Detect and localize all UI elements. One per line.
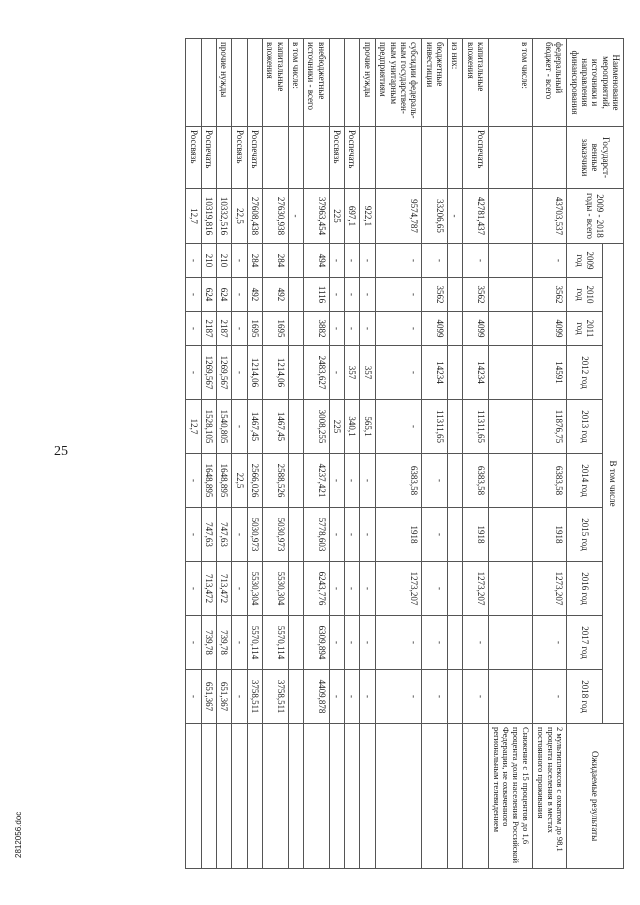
row-value: 624: [201, 278, 216, 312]
row-value: 4409,878: [304, 670, 330, 724]
row-value: -: [447, 189, 462, 244]
row-value: -: [288, 189, 303, 244]
row-value: 4237,421: [304, 454, 330, 508]
row-value: -: [232, 670, 247, 724]
row-value: [488, 670, 532, 724]
row-customer: Россвязь: [329, 127, 344, 189]
row-value: [288, 616, 303, 670]
row-value: 11876,75: [532, 400, 566, 454]
row-value: [488, 312, 532, 346]
row-value: -: [232, 312, 247, 346]
row-value: 357: [360, 346, 375, 400]
row-value: -: [345, 670, 360, 724]
row-value: 14591: [532, 346, 566, 400]
row-value: -: [360, 278, 375, 312]
row-value: 1540,805: [217, 400, 232, 454]
rotated-table-container: [64, 38, 624, 868]
row-value: 4099: [422, 312, 448, 346]
row-value: 11311,65: [422, 400, 448, 454]
row-value: 225: [329, 400, 344, 454]
row-result: [201, 724, 216, 869]
row-value: 6243,776: [304, 562, 330, 616]
header-year: 2018 год: [567, 670, 603, 724]
row-value: 22,5: [232, 454, 247, 508]
row-value: [288, 312, 303, 346]
header-year: 2015 год: [567, 508, 603, 562]
table-row: [263, 39, 289, 869]
row-value: -: [232, 278, 247, 312]
row-value: 340,1: [345, 400, 360, 454]
header-year: 2009 год: [567, 244, 603, 278]
row-value: 22,5: [232, 189, 247, 244]
row-result: 2 мультиплексов с охватом до 98,1 процента населения в местах постоянного проживания: [532, 724, 566, 869]
row-value: 1695: [247, 312, 262, 346]
row-value: [447, 312, 462, 346]
row-value: -: [186, 278, 201, 312]
row-value: 1269,567: [201, 346, 216, 400]
row-customer: Роспечать: [201, 127, 216, 189]
row-value: [488, 616, 532, 670]
row-value: [288, 244, 303, 278]
header-year: 2010 год: [567, 278, 603, 312]
row-value: 1528,105: [201, 400, 216, 454]
row-value: 42781,437: [463, 189, 489, 244]
row-customer: [217, 127, 232, 189]
row-value: -: [422, 670, 448, 724]
row-value: 14234: [463, 346, 489, 400]
header-customer: Государст-венные заказчики: [567, 127, 624, 189]
row-customer: [422, 127, 448, 189]
row-name: [201, 39, 216, 127]
row-value: -: [532, 244, 566, 278]
table-row: [463, 39, 489, 869]
row-value: -: [232, 244, 247, 278]
header-name: Наименование мероприятий, источники и направления финансирования: [567, 39, 624, 127]
row-name: [247, 39, 262, 127]
table-row: [532, 39, 566, 869]
row-value: -: [345, 278, 360, 312]
row-value: 3562: [532, 278, 566, 312]
table-row: [288, 39, 303, 869]
row-value: -: [186, 616, 201, 670]
row-value: -: [532, 670, 566, 724]
row-value: 10332,516: [217, 189, 232, 244]
table-row: [447, 39, 462, 869]
row-value: 4099: [463, 312, 489, 346]
row-value: 5530,304: [247, 562, 262, 616]
row-value: 33206,65: [422, 189, 448, 244]
row-value: 1273,207: [532, 562, 566, 616]
header-including: В том числе: [602, 244, 623, 724]
row-name: [232, 39, 247, 127]
row-value: 27608,438: [247, 189, 262, 244]
row-value: 6383,58: [375, 454, 421, 508]
row-value: -: [186, 312, 201, 346]
row-value: -: [329, 508, 344, 562]
row-value: -: [345, 508, 360, 562]
row-value: -: [532, 616, 566, 670]
row-value: 43703,537: [532, 189, 566, 244]
row-value: [288, 346, 303, 400]
row-value: -: [463, 616, 489, 670]
row-value: -: [329, 562, 344, 616]
row-value: [447, 508, 462, 562]
row-name: [329, 39, 344, 127]
row-value: 494: [304, 244, 330, 278]
row-value: [488, 508, 532, 562]
row-customer: [263, 127, 289, 189]
row-value: 2187: [201, 312, 216, 346]
row-result: [232, 724, 247, 869]
row-customer: Россвязь: [186, 127, 201, 189]
row-value: 357: [345, 346, 360, 400]
row-result: Снижение с 15 процентов до 1,6 процента доли населения Российской Федерации, не охваченного региональным телевидением: [488, 724, 532, 869]
row-value: 922,1: [360, 189, 375, 244]
row-value: 747,63: [201, 508, 216, 562]
row-name: капитальные вложения: [463, 39, 489, 127]
row-customer: [375, 127, 421, 189]
row-customer: [488, 127, 532, 189]
row-value: [488, 278, 532, 312]
row-value: -: [360, 244, 375, 278]
row-value: 11311,65: [463, 400, 489, 454]
page-number: 25: [54, 444, 68, 459]
row-value: -: [186, 346, 201, 400]
row-value: [447, 278, 462, 312]
row-result: [345, 724, 360, 869]
row-value: [488, 562, 532, 616]
row-value: 1918: [463, 508, 489, 562]
row-value: [288, 400, 303, 454]
row-value: 27630,938: [263, 189, 289, 244]
row-value: 1648,895: [217, 454, 232, 508]
row-name: [186, 39, 201, 127]
row-value: -: [422, 454, 448, 508]
row-value: -: [232, 346, 247, 400]
table-row: [488, 39, 532, 869]
row-value: -: [186, 454, 201, 508]
row-name: прочие нужды: [360, 39, 375, 127]
row-value: 1918: [532, 508, 566, 562]
row-value: -: [375, 616, 421, 670]
row-value: 1918: [375, 508, 421, 562]
row-value: 651,367: [217, 670, 232, 724]
row-value: -: [422, 244, 448, 278]
table-row: [186, 39, 201, 869]
header-year: 2012 год: [567, 346, 603, 400]
row-value: 284: [247, 244, 262, 278]
row-customer: [304, 127, 330, 189]
row-value: -: [345, 312, 360, 346]
row-value: [488, 244, 532, 278]
row-value: 3882: [304, 312, 330, 346]
row-value: -: [345, 562, 360, 616]
row-value: 739,78: [201, 616, 216, 670]
row-customer: Роспечать: [345, 127, 360, 189]
row-value: [288, 562, 303, 616]
row-value: 3008,255: [304, 400, 330, 454]
row-value: [447, 346, 462, 400]
row-value: -: [360, 508, 375, 562]
table-row: [375, 39, 421, 869]
row-value: 1648,895: [201, 454, 216, 508]
row-value: [447, 670, 462, 724]
row-value: 492: [263, 278, 289, 312]
row-value: -: [345, 244, 360, 278]
row-value: -: [463, 670, 489, 724]
table-row: [217, 39, 232, 869]
row-value: 713,472: [217, 562, 232, 616]
row-customer: Россвязь: [232, 127, 247, 189]
row-value: -: [232, 508, 247, 562]
table-row: [422, 39, 448, 869]
row-value: 2566,026: [247, 454, 262, 508]
row-name: федеральный бюджет - всего: [532, 39, 566, 127]
row-value: 1467,45: [247, 400, 262, 454]
header-total: 2009 - 2018 годы - всего: [567, 189, 624, 244]
row-name: бюджетные инвестиции: [422, 39, 448, 127]
row-name: в том числе:: [288, 39, 303, 127]
row-customer: [532, 127, 566, 189]
header-year: 2014 год: [567, 454, 603, 508]
row-value: 6383,58: [463, 454, 489, 508]
row-value: 4099: [532, 312, 566, 346]
row-value: 651,367: [201, 670, 216, 724]
row-value: -: [360, 312, 375, 346]
row-value: -: [375, 670, 421, 724]
row-value: 6383,58: [532, 454, 566, 508]
row-value: 2187: [217, 312, 232, 346]
row-value: 713,472: [201, 562, 216, 616]
row-result: [263, 724, 289, 869]
row-value: 5030,973: [263, 508, 289, 562]
row-value: 3562: [422, 278, 448, 312]
row-value: 9574,787: [375, 189, 421, 244]
row-value: -: [232, 616, 247, 670]
row-result: [463, 724, 489, 869]
row-value: 565,1: [360, 400, 375, 454]
row-value: -: [345, 454, 360, 508]
header-results: Ожидаемые результаты: [567, 724, 624, 869]
row-value: 1214,06: [263, 346, 289, 400]
row-value: -: [329, 312, 344, 346]
row-value: -: [360, 616, 375, 670]
row-name: из них:: [447, 39, 462, 127]
row-value: 624: [217, 278, 232, 312]
row-value: [488, 454, 532, 508]
row-customer: [447, 127, 462, 189]
row-value: [447, 244, 462, 278]
row-value: -: [329, 454, 344, 508]
row-value: 697,1: [345, 189, 360, 244]
row-name: в том числе:: [488, 39, 532, 127]
row-value: -: [422, 508, 448, 562]
row-value: 37963,454: [304, 189, 330, 244]
row-value: [288, 278, 303, 312]
row-result: [447, 724, 462, 869]
table-row: [329, 39, 344, 869]
row-value: [488, 189, 532, 244]
row-value: -: [463, 244, 489, 278]
row-value: 492: [247, 278, 262, 312]
document-footer: 2812056.doc: [14, 811, 23, 858]
row-customer: [360, 127, 375, 189]
row-customer: Роспечать: [463, 127, 489, 189]
header-year: 2011 год: [567, 312, 603, 346]
row-value: 5030,973: [247, 508, 262, 562]
row-value: [288, 508, 303, 562]
row-value: -: [329, 616, 344, 670]
row-value: -: [186, 670, 201, 724]
row-result: [247, 724, 262, 869]
row-value: 1269,567: [217, 346, 232, 400]
table-row: [360, 39, 375, 869]
row-value: [447, 454, 462, 508]
header-year: 2016 год: [567, 562, 603, 616]
row-value: -: [329, 278, 344, 312]
row-value: 5570,114: [247, 616, 262, 670]
row-value: 5570,114: [263, 616, 289, 670]
row-result: [360, 724, 375, 869]
financing-table: [185, 38, 624, 869]
row-value: -: [375, 244, 421, 278]
row-result: [217, 724, 232, 869]
row-value: [488, 346, 532, 400]
row-value: -: [186, 562, 201, 616]
row-value: 284: [263, 244, 289, 278]
row-value: -: [360, 670, 375, 724]
table-row: [304, 39, 330, 869]
row-value: -: [422, 562, 448, 616]
row-name: внебюджетные источники - всего: [304, 39, 330, 127]
row-name: субсидии федераль-ным государствен-ным унитарным предприятиям: [375, 39, 421, 127]
row-value: 739,78: [217, 616, 232, 670]
row-result: [422, 724, 448, 869]
row-value: -: [360, 562, 375, 616]
row-result: [304, 724, 330, 869]
row-value: -: [186, 244, 201, 278]
row-value: 5778,603: [304, 508, 330, 562]
row-value: 10319,816: [201, 189, 216, 244]
row-value: 12,7: [186, 189, 201, 244]
row-value: 1214,06: [247, 346, 262, 400]
row-value: 747,63: [217, 508, 232, 562]
row-name: капитальные вложения: [263, 39, 289, 127]
row-value: 3562: [463, 278, 489, 312]
row-value: [488, 400, 532, 454]
row-value: 225: [329, 189, 344, 244]
header-year: 2017 год: [567, 616, 603, 670]
row-customer: [288, 127, 303, 189]
row-value: -: [360, 454, 375, 508]
row-value: -: [329, 346, 344, 400]
row-value: -: [232, 400, 247, 454]
row-value: 210: [201, 244, 216, 278]
row-value: -: [375, 312, 421, 346]
row-value: -: [329, 670, 344, 724]
row-value: 14234: [422, 346, 448, 400]
table-row: [247, 39, 262, 869]
row-value: -: [345, 616, 360, 670]
row-customer: Роспечать: [247, 127, 262, 189]
row-value: 1467,45: [263, 400, 289, 454]
row-result: [186, 724, 201, 869]
row-value: 1695: [263, 312, 289, 346]
row-value: 210: [217, 244, 232, 278]
row-result: [288, 724, 303, 869]
row-result: [375, 724, 421, 869]
row-value: 2588,526: [263, 454, 289, 508]
row-value: 6309,894: [304, 616, 330, 670]
row-value: -: [375, 346, 421, 400]
row-name: [345, 39, 360, 127]
row-value: 1273,207: [375, 562, 421, 616]
row-value: -: [422, 616, 448, 670]
row-value: 12,7: [186, 400, 201, 454]
row-value: -: [186, 508, 201, 562]
row-value: [447, 616, 462, 670]
row-value: 3758,511: [247, 670, 262, 724]
row-value: -: [375, 278, 421, 312]
row-value: 2483,627: [304, 346, 330, 400]
row-name: прочие нужды: [217, 39, 232, 127]
row-value: [447, 562, 462, 616]
header-year: 2013 год: [567, 400, 603, 454]
table-row: [201, 39, 216, 869]
row-value: -: [232, 562, 247, 616]
row-value: 3758,511: [263, 670, 289, 724]
row-value: 1116: [304, 278, 330, 312]
row-value: -: [375, 400, 421, 454]
row-result: [329, 724, 344, 869]
row-value: [288, 670, 303, 724]
row-value: 5530,304: [263, 562, 289, 616]
row-value: -: [329, 244, 344, 278]
row-value: [288, 454, 303, 508]
row-value: [447, 400, 462, 454]
table-row: [345, 39, 360, 869]
row-value: 1273,207: [463, 562, 489, 616]
table-row: [232, 39, 247, 869]
